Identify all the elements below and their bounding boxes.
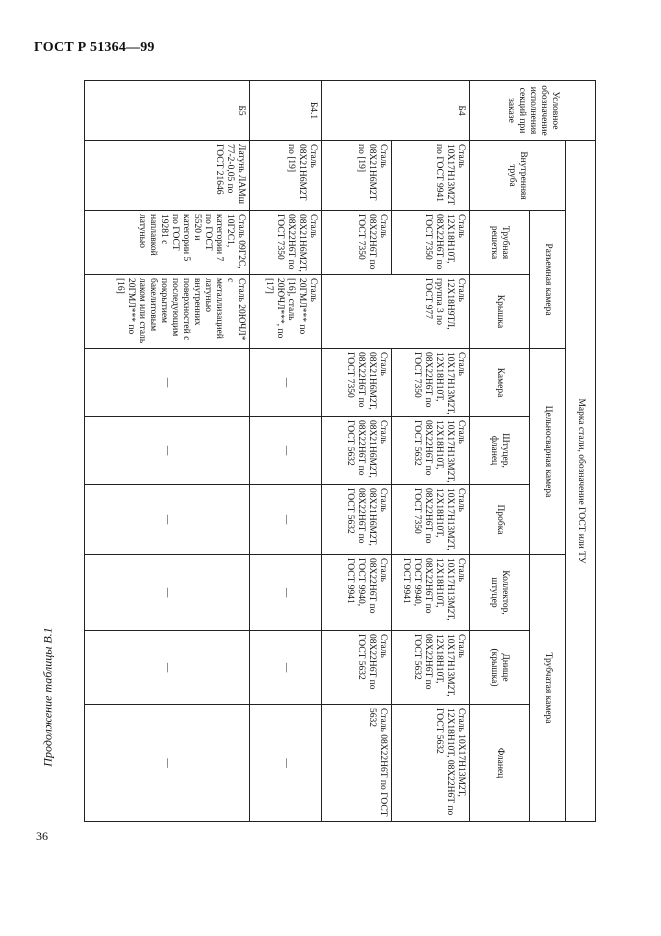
cell-inner-tube: Латунь ЛАМш 77-2-0,05 по ГОСТ 21646 [85, 141, 250, 211]
table-row [85, 81, 250, 822]
cell-bottom: — [250, 631, 322, 705]
table-row [322, 81, 392, 822]
cell-fitting-flange: Сталь 08Х21Н6М2Т, 08Х22Н6Т по ГОСТ 5632 [322, 417, 392, 485]
cell-collector: — [250, 555, 322, 631]
cell-fitting-flange: Сталь 10Х17Н13М2Т, 12Х18Н10Т, 08Х22Н6Т по ГОСТ 5632 [392, 417, 470, 485]
cell-chamber: Сталь 08Х21Н6М2Т, 08Х22Н6Т по ГОСТ 7350 [322, 349, 392, 417]
page-number: 36 [36, 829, 48, 843]
cell-flange: Сталь 10Х17Н13М2Т, 12Х18Н10Т, 08Х22Н6Т по ГОСТ 5632 [392, 705, 470, 822]
cell-lid: Сталь 20ЮЧЛ* с металлизацией латунью внутренних поверхностей с последующим покрытием бакелитовым лаком или сталь 20ГМЛ*** по [16] [85, 275, 250, 349]
header-split-chamber: Разъемная камера [530, 211, 566, 349]
cell-bottom: — [85, 631, 250, 705]
cell-collector: — [85, 555, 250, 631]
cell-tube-grid: Сталь 12Х18Н10Т, 08Х22Н6Т по ГОСТ 7350 [392, 211, 470, 275]
cell-tube-grid: Сталь 09Г2С, 10Г2С1, категории 7 по ГОСТ 5520 и категории 5 по ГОСТ 19281 с наплавкой латунью [85, 211, 250, 275]
header-welded-chamber: Цельносварная камера [530, 349, 566, 555]
header-code: Условное обозначение исполнения секций при заказе [470, 81, 596, 141]
table-row [250, 81, 322, 822]
document-header: ГОСТ Р 51364—99 [34, 40, 155, 55]
cell-tube-grid: Сталь 08Х21Н6М2Т, 08Х22Н6Т по ГОСТ 7350 [250, 211, 322, 275]
table-row [392, 81, 470, 822]
header-steel-grade: Марка стали, обозначение ГОСТ или ТУ [566, 141, 596, 822]
header-flange: Фланец [470, 705, 530, 822]
cell-chamber: — [85, 349, 250, 417]
cell-plug: — [85, 485, 250, 555]
cell-bottom: Сталь 08Х22Н6Т по ГОСТ 5632 [322, 631, 392, 705]
cell-inner-tube: Сталь 08Х21Н6М2Т по [19] [250, 141, 322, 211]
cell-plug: Сталь 08Х21Н6М2Т, 08Х22Н6Т по ГОСТ 5632 [322, 485, 392, 555]
header-tube-chamber: Трубчатая камера [530, 555, 566, 822]
cell-inner-tube: Сталь 10Х17Н13М2Т по ГОСТ 9941 [392, 141, 470, 211]
header-fitting-flange: Штуцер, фланец [470, 417, 530, 485]
cell-collector: Сталь 10Х17Н13М2Т, 12Х18Н10Т, 08Х22Н6Т по ГОСТ 9940, ГОСТ 9941 [392, 555, 470, 631]
rotated-table-container [85, 80, 596, 821]
cell-plug: — [250, 485, 322, 555]
header-inner-tube: Внутренняя труба [470, 141, 566, 211]
cell-chamber: — [250, 349, 322, 417]
header-collector: Коллектор, штуцер [470, 555, 530, 631]
header-plug: Пробка [470, 485, 530, 555]
cell-flange: — [250, 705, 322, 822]
row-code: Б4 [322, 81, 470, 141]
cell-lid: Сталь 12Х18Н9ТЛ, группа 3 по ГОСТ 977 [322, 275, 470, 349]
cell-fitting-flange: — [250, 417, 322, 485]
cell-plug: Сталь 10Х17Н13М2Т, 12Х18Н10Т, 08Х22Н6Т по ГОСТ 7350 [392, 485, 470, 555]
header-tube-grid: Трубная решетка [470, 211, 530, 275]
row-code: Б4.1 [250, 81, 322, 141]
cell-collector: Сталь 08Х22Н6Т по ГОСТ 9940, ГОСТ 9941 [322, 555, 392, 631]
continuation-label: Продолжение таблицы В.1 [40, 627, 55, 767]
cell-chamber: Сталь 10Х17Н13М2Т, 12Х18Н10Т, 08Х22Н6Т по ГОСТ 7350 [392, 349, 470, 417]
cell-inner-tube: Сталь 08Х21Н6М2Т по [19] [322, 141, 392, 211]
cell-flange: — [85, 705, 250, 822]
header-chamber: Камера [470, 349, 530, 417]
cell-fitting-flange: — [85, 417, 250, 485]
cell-flange: Сталь 08Х22Н6Т по ГОСТ 5632 [322, 705, 392, 822]
header-lid: Крышка [470, 275, 530, 349]
cell-lid: Сталь 20ГМЛ*** по [16], сталь 20ЮЧЛ***, по [17] [250, 275, 322, 349]
row-code: Б5 [85, 81, 250, 141]
cell-tube-grid: Сталь 08Х22Н6Т по ГОСТ 7350 [322, 211, 392, 275]
cell-bottom: Сталь 10Х17Н13М2Т, 12Х18Н10Т, 08Х22Н6Т по ГОСТ 5632 [392, 631, 470, 705]
header-bottom: Днище (крышка) [470, 631, 530, 705]
steel-grades-table [84, 80, 596, 822]
